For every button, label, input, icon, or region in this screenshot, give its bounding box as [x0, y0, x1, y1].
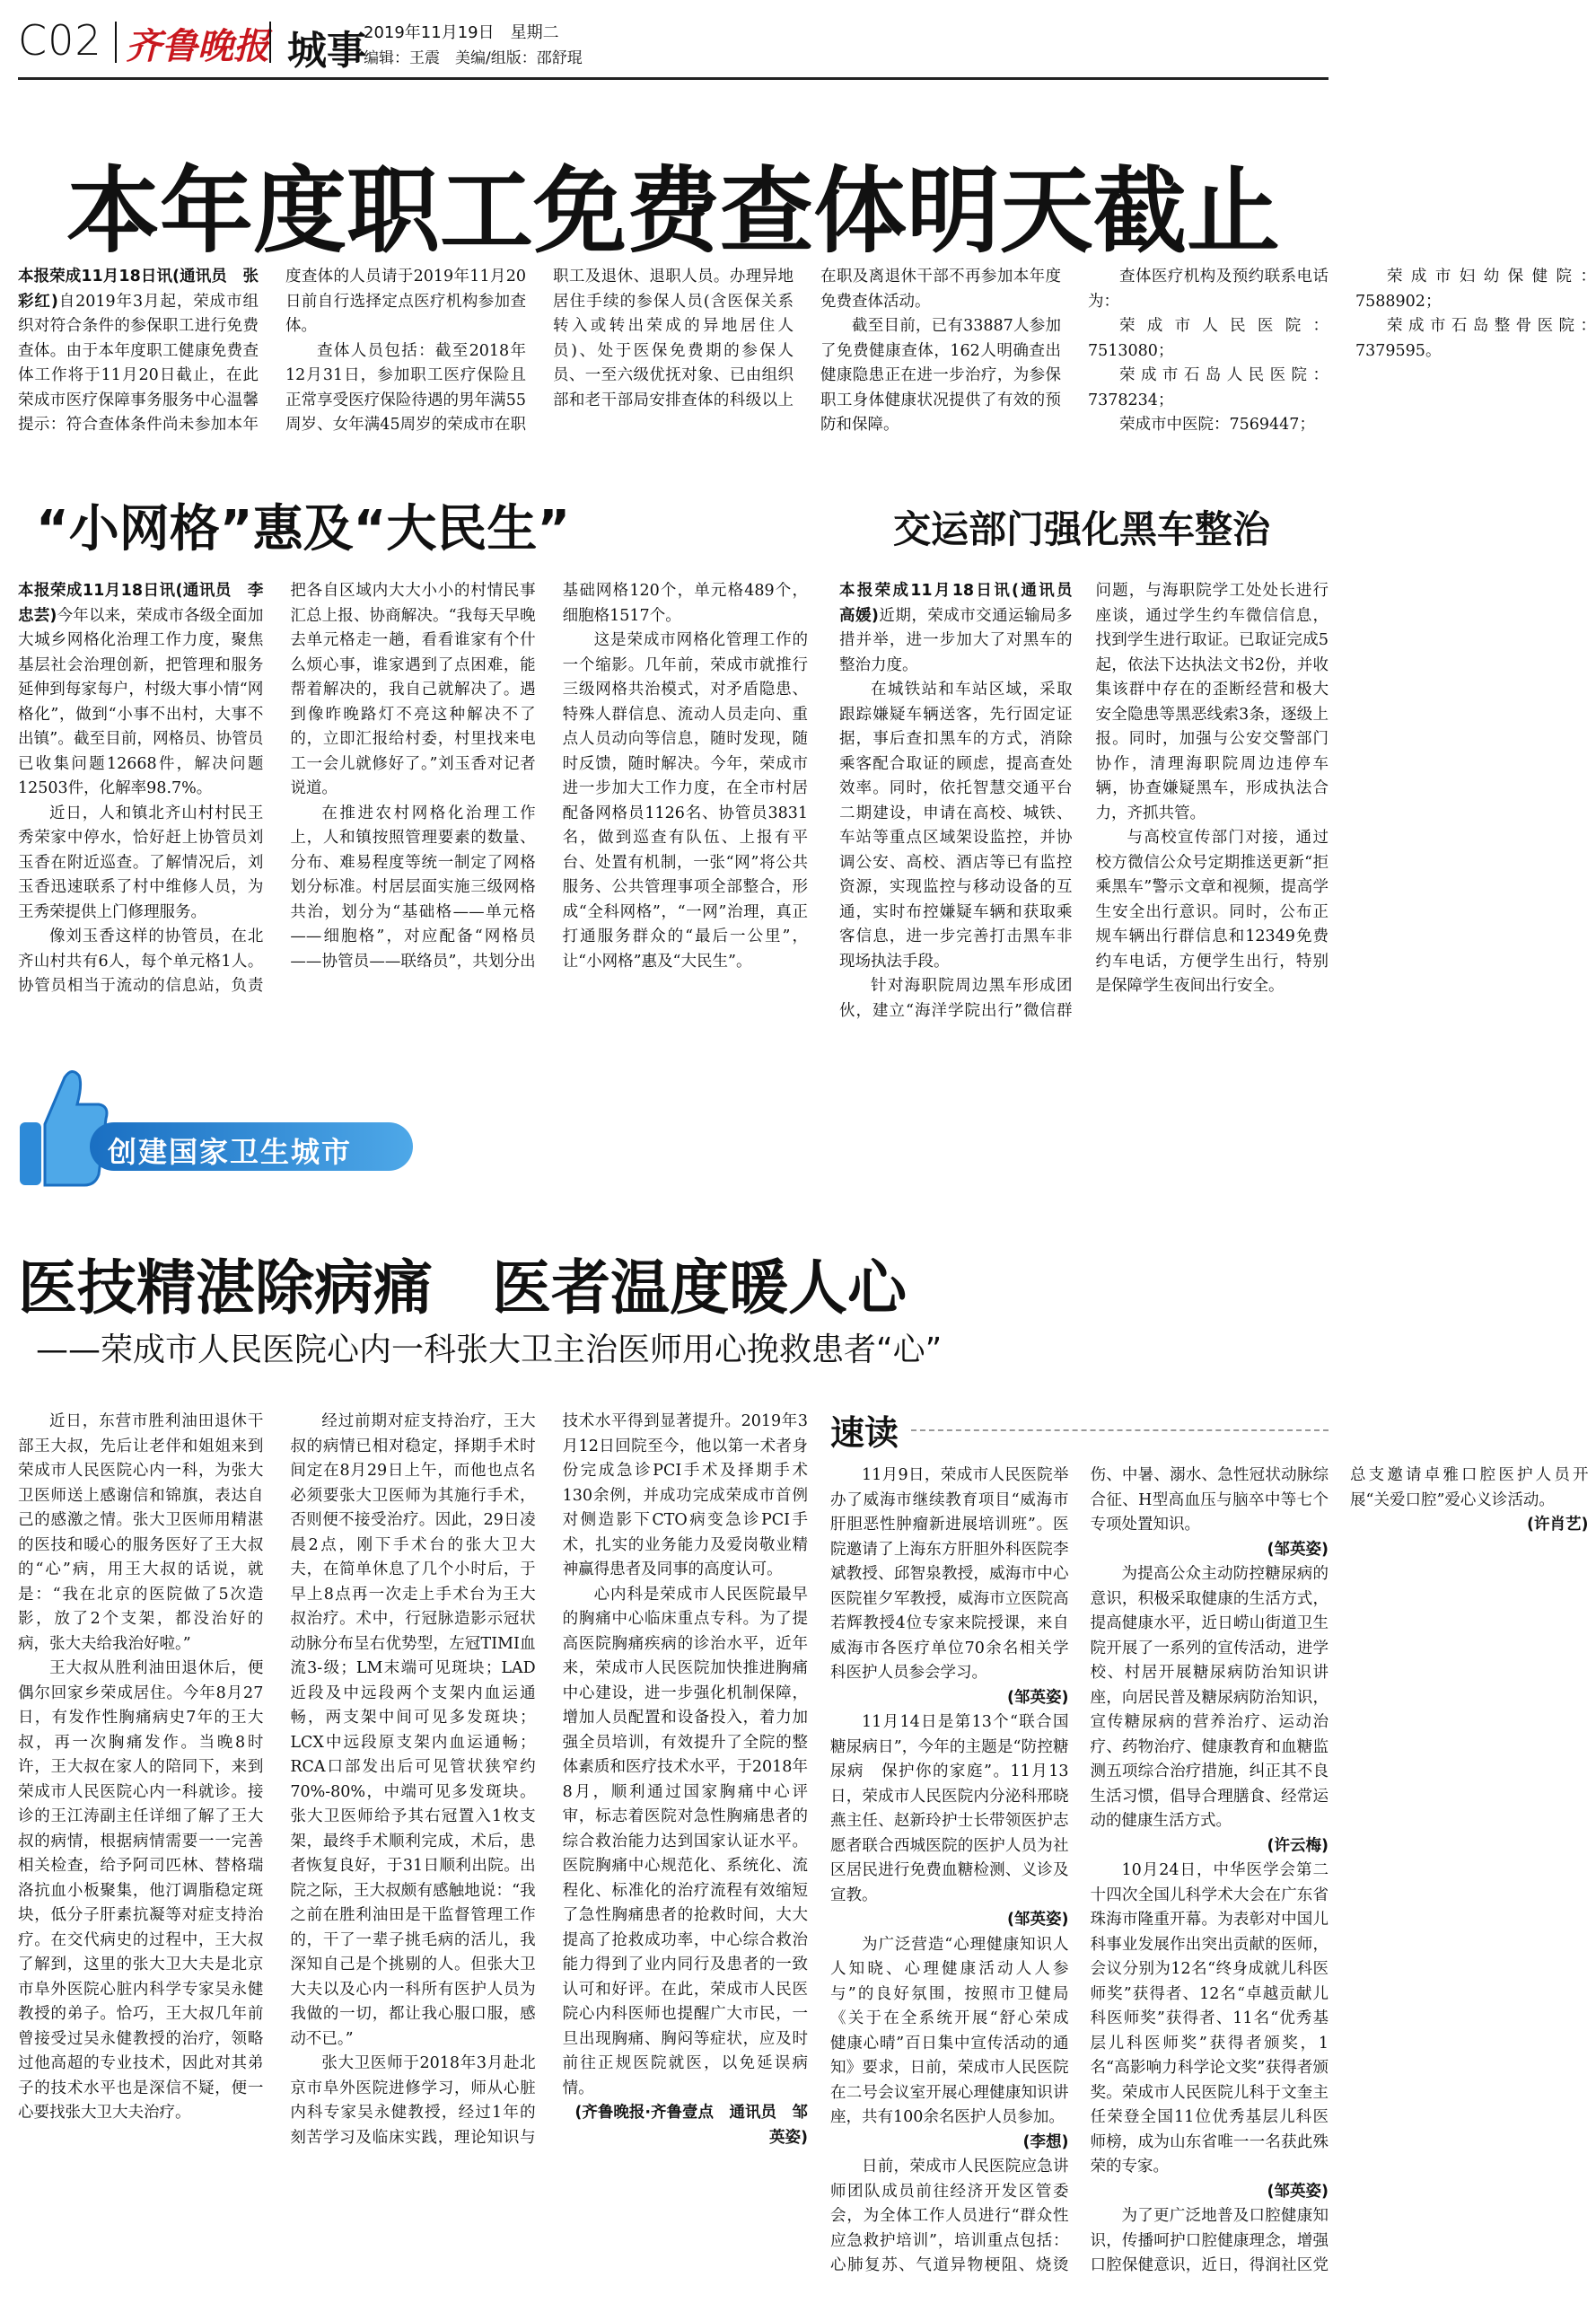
quick-read-rule — [911, 1429, 1329, 1431]
story4-paragraph: 经过前期对症支持治疗，王大叔的病情已相对稳定，择期手术时间定在8月29日上午，而他也点名必须要张大卫医师为其施行手术，否则便不接受治疗。因此，29日凌晨2点，刚下手术台的张大卫大夫，在简单休息了几个小时后，于早上8点再一次走上手术台为王大叔治疗。术中，行冠脉造影示冠状动脉分布呈右优势型，左冠TIMI血流3-级；LM末端可见斑块；LAD近段及中远段两个支架内血运通畅，两支架中间可见多发斑块；LCX中远段原支架内血运通畅；RCA口部发出后可见管状狭窄约70%-80%，中端可见多发斑块。张大卫医师给予其右冠置入1枚支架，最终手术顺利完成，术后，患者恢复良好，于31日顺利出院。出院之际，王大叔颇有感触地说：“我之前在胜利油田是干监督管理工作的，干了一辈子挑毛病的活儿，我深知自己是个挑剔的人。但张大卫大夫以及心内一科所有医护人员为我做的一切，都让我心服口服，感动不已。” — [290, 1412, 536, 2048]
section-name: 城事 — [287, 28, 366, 74]
story2-paragraph: 这是荣成市网格化管理工作的一个缩影。几年前，荣成市就推行三级网格共治模式，对矛盾隐患、特殊人群信息、流动人员走向、重点人员动向等信息，随时发现，随时反馈，随时解决。今年，荣成市进一步加大工作力度，在全市村居配备网格员1126名、协管员3831名，做到巡查有队伍、上报有平台、处置有机制，一张“网”将公共服务、公共管理事项全部整合，形成“全科网格”，“一网”治理，真正打通服务群众的“最后一公里”，让“小网格”惠及“大民生”。 — [562, 631, 808, 971]
story2-paragraph: 在推进农村网格化治理工作上，人和镇按照管理要素的数量、分布、难易程度等统一制定了网格划分标准。村居层面实施三级网格共治，划分为“基础格——单元格——细胞格”，对应配备“网格员——协管员——联络员”，共划分出基础网格120个，单元格489个，细胞格1517个。 — [290, 582, 808, 971]
quick-read-body — [830, 1464, 1589, 2294]
story4-source: (齐鲁晚报·齐鲁壹点 通讯员 邹英姿) — [574, 2104, 808, 2147]
story1-paragraph: 荣成市人民医院：7513080； — [1088, 317, 1329, 360]
quick-read-author: (许云梅) — [1267, 1836, 1329, 1855]
quick-read-title: 速读 — [830, 1413, 899, 1453]
story2-paragraph: 近日，人和镇北齐山村村民王秀荣家中停水，恰好赶上协管员刘玉香在附近巡查。了解情况后，刘玉香迅速联系了村中维修人员，为王秀荣提供上门修理服务。 — [18, 804, 264, 921]
header-divider — [269, 22, 271, 63]
issue-date: 2019年11月19日 星期二 — [364, 23, 559, 42]
quick-read-item: 10月24日，中华医学会第二十四次全国儿科学术大会在广东省珠海市隆重开幕。为表彰对中国儿科事业发展作出突出贡献的医师，会议分别为12名“终身成就儿科医师奖”获得者、12名“卓越贡献儿科医师奖”获得者、11名“优秀基层儿科医师奖”获得者颁奖，1名“高影响力科学论文奖”获得者颁奖。荣成市人民医院儿科于文奎主任荣登全国11位优秀基层儿科医师榜，成为山东省唯一一名获此殊荣的专家。 — [1090, 1861, 1329, 2176]
quick-read-item: 11月9日，荣成市人民医院举办了威海市继续教育项目“威海市肝胆恶性肿瘤新进展培训班”。医院邀请了上海东方肝胆外科医院李斌教授、邱智泉教授，威海市中心医院崔夕军教授，威海市立医院高若辉教授4位专家来院授课，来自威海市各医疗单位70余名相关学科医护人员参会学习。 — [830, 1466, 1069, 1682]
story1-byline: 本报荣成11月18日讯(通讯员 张彩红) — [18, 268, 259, 311]
story2-headline: “小网格”惠及“大民生” — [36, 500, 571, 558]
story4-paragraph: 张大卫医师于2018年3月赴北京市阜外医院进修学习，师从心脏内科专家吴永健教授，经过1年的刻苦学习及临床实践，理论知识与技术水平得到显著提升。2019年3月12日回院至今，他以第一术者身份完成急诊PCI手术及择期手术130余例，并成功完成荣成市首例对侧造影下CTO病变急诊PCI手术，扎实的业务能力及爱岗敬业精神赢得患者及同事的高度认可。 — [290, 1412, 808, 2147]
story1-paragraph: 荣成市石岛整骨医院：7379595。 — [1355, 317, 1596, 360]
story1-paragraph: 截至目前，已有33887人参加了免费健康查体，162人明确查出健康隐患正在进一步治疗，为参保职工身体健康状况提供了有效的预防和保障。 — [820, 317, 1061, 434]
quick-read-item: 为广泛营造“心理健康知识人人知晓、心理健康活动人人参与”的良好氛围，按照市卫健局《关于在全系统开展“舒心荣成 健康心晴”百日集中宣传活动的通知》要求，日前，荣成市人民医院在二号会议室开展心理健康知识讲座，共有100余名医护人员参加。 — [830, 1935, 1084, 2126]
quick-read-author: (邹英姿) — [1267, 1540, 1329, 1559]
editor-credit: 编辑：王震 美编/组版：邵舒琨 — [364, 49, 583, 67]
page-number: C02 — [18, 16, 102, 65]
story1-paragraph: 查体医疗机构及预约联系电话为： — [1088, 268, 1329, 311]
story1-paragraph: 荣成市石岛人民医院：7378234； — [1088, 366, 1329, 409]
story3-paragraph: 近期，荣成市交通运输局多措并举，进一步加大了对黑车的整治力度。 — [839, 606, 1073, 674]
story4-subheadline: ——荣成市人民医院心内一科张大卫主治医师用心挽救患者“心” — [36, 1332, 943, 1368]
story1-paragraph: 自2019年3月起，荣成市组织对符合条件的参保职工进行免费查体。由于本年度职工健康免费查体工作将于11月20日截止，在此荣成市医疗保障事务服务中心温馨提示：符合查体条件尚未参加本年度查体的人员请于2019年11月20日前自行选择定点医疗机构参加查体。 — [18, 268, 526, 434]
story1-body — [18, 265, 1596, 458]
quick-read-author: (李想) — [1022, 2132, 1069, 2151]
story4-paragraph: 王大叔从胜利油田退休后，便偶尔回家乡荣成居住。今年8月27日，有发作性胸痛病史7年的王大叔，再一次胸痛发作。当晚8时许，王大叔在家人的陪同下，来到荣成市人民医院心内一科就诊。接诊的王江涛副主任详细了解了王大叔的病情，根据病情需要一一完善相关检查，给予阿司匹林、替格瑞洛抗血小板聚集，他汀调脂稳定斑块，低分子肝素抗凝等对症支持治疗。在交代病史的过程中，王大叔了解到，这里的张大卫大夫是北京市阜外医院心脏内科学专家吴永健教授的弟子。恰巧，王大叔几年前曾接受过吴永健教授的治疗，领略过他高超的专业技术，因此对其弟子的技术水平也是深信不疑，便一心要找张大卫大夫治疗。 — [18, 1659, 264, 2122]
campaign-banner-text: 创建国家卫生城市 — [108, 1135, 353, 1169]
quick-read-author: (许肖艺) — [1527, 1516, 1589, 1534]
story3-paragraph: 在城铁站和车站区域，采取跟踪嫌疑车辆送客，先行固定证据，事后查扣黑车的方式，消除乘客配合取证的顾虑，提高查处效率。同时，依托智慧交通平台二期建设，申请在高校、城铁、车站等重点区域架设监控，并协调公安、高校、酒店等已有监控资源，实现监控与移动设备的互通，实时布控嫌疑车辆和获取乘客信息，进一步完善打击黑车非现场执法手段。 — [839, 681, 1073, 971]
thumbs-up-icon — [13, 1059, 111, 1194]
header-rule — [18, 77, 1329, 80]
quick-read-item: 为提高公众主动防控糖尿病的意识，积极采取健康的生活方式，提高健康水平，近日崂山街道卫生院开展了一系列的宣传活动，进学校、村居开展糖尿病防治知识讲座，向居民普及糖尿病防治知识，宣传糖尿病的营养治疗、运动治疗、药物治疗、健康教育和血糖监测五项综合治疗措施，纠正其不良生活习惯，倡导合理膳食、经常运动的健康生活方式。 — [1090, 1565, 1329, 1830]
story4-body — [18, 1410, 808, 2294]
story1-headline: 本年度职工免费查体明天截止 — [66, 156, 1280, 266]
story2-body — [18, 579, 808, 1033]
quick-read-author: (邹英姿) — [1267, 2182, 1329, 2201]
header-divider — [115, 22, 117, 63]
story3-body — [839, 579, 1329, 1033]
quick-read-author: (邹英姿) — [1007, 1688, 1069, 1707]
story1-paragraph: 荣成市中医院：7569447； — [1119, 416, 1315, 434]
story2-paragraph: 今年以来，荣成市各级全面加大城乡网格化治理工作力度，聚焦基层社会治理创新，把管理和服务延伸到每家每户，村级大事小情“网格化”，做到“小事不出村，大事不出镇”。截至目前，网格员、协管员已收集问题12668件，解决问题12503件，化解率98.7%。 — [18, 606, 264, 797]
story2-paragraph: 像刘玉香这样的协管员，在北齐山村共有6人，每个单元格1人。协管员相当于流动的信息站，负责把各自区域内大大小小的村情民事汇总上报、协商解决。“我每天早晚去单元格走一趟，看看谁家有个什么烦心事，谁家遇到了点困难，能帮着解决的，我自己就解决了。遇到像昨晚路灯不亮这种解决不了的，立即汇报给村委，村里找来电工一会儿就修好了。”刘玉香对记者说道。 — [18, 582, 536, 995]
story2-byline: 本报荣成11月18日讯(通讯员 李忠芸) — [18, 582, 264, 625]
quick-read-item: 为了更广泛地普及口腔健康知识，传播呵护口腔健康理念，增强口腔保健意识，近日，得润社区党总支邀请卓雅口腔医护人员开展“关爱口腔”爱心义诊活动。 — [1090, 1466, 1589, 2274]
quick-read-author: (邹英姿) — [1007, 1911, 1069, 1929]
story3-paragraph: 针对海职院周边黑车形成团伙，建立“海洋学院出行”微信群问题，与海职院学工处处长进行座谈，通过学生约车微信信息，找到学生进行取证。已取证完成5起，依法下达执法文书2份，并收集该群中存在的歪断经营和极大安全隐患等黑恶线索3条，逐级上报。同时，加强与公安交警部门协作，清理海职院周边违停车辆，协查嫌疑黑车，形成执法合力，齐抓共管。 — [839, 582, 1329, 1020]
story3-paragraph: 与高校宣传部门对接，通过校方微信公众号定期推送更新“拒乘黑车”警示文章和视频，提高学生安全出行意识。同时，公布正规车辆出行群信息和12349免费约车电话，方便学生出行，特别是保障学生夜间出行安全。 — [1095, 829, 1329, 995]
story3-byline: 本报荣成11月18日讯(通讯员 高媛) — [839, 582, 1088, 625]
story3-headline: 交运部门强化黑车整治 — [892, 507, 1270, 551]
quick-read-item: 日前，荣成市人民医院应急讲师团队成员前往经济开发区管委会，为全体工作人员进行“群众性应急救护培训”，培训重点包括：心肺复苏、气道异物梗阻、烧烫伤、中暑、溺水、急性冠状动脉综合征、H型高血压与脑卒中等七个专项处置知识。 — [830, 1466, 1329, 2274]
story1-paragraph: 荣成市妇幼保健院：7588902； — [1355, 268, 1596, 311]
story1-paragraph: 查体人员包括：截至2018年12月31日，参加职工医疗保险且正常享受医疗保险待遇的男年满55周岁、女年满45周岁的荣成市在职职工及退休、退职人员。办理异地居住手续的参保人员(含医保关系转入或转出荣成的异地居住人员)、处于医保免费期的参保人员、一至六级优抚对象、已由组织部和老干部局安排查体的科级以上在职及离退休干部不再参加本年度免费查体活动。 — [285, 268, 1061, 434]
story4-paragraph: 心内科是荣成市人民医院最早的胸痛中心临床重点专科。为了提高医院胸痛疾病的诊治水平，近年来，荣成市人民医院加快推进胸痛中心建设，进一步强化机制保障，增加人员配置和设备投入，着力加强全员培训，有效提升了全院的整体素质和医疗技术水平，于2018年8月，顺利通过国家胸痛中心评审，标志着医院对急性胸痛患者的综合救治能力达到国家认证水平。医院胸痛中心规范化、系统化、流程化、标准化的治疗流程有效缩短了急性胸痛患者的抢救时间，大大提高了抢救成功率，中心综合救治能力得到了业内同行及患者的一致认可和好评。在此，荣成市人民医院心内科医师也提醒广大市民，一旦出现胸痛、胸闷等症状，应及时前往正规医院就医，以免延误病情。 — [562, 1585, 808, 2097]
story4-paragraph: 近日，东营市胜利油田退休干部王大叔，先后让老伴和姐姐来到荣成市人民医院心内一科，为张大卫医师送上感谢信和锦旗，表达自己的感激之情。张大卫医师用精湛的医技和暖心的服务医好了王大叔的“心”病，用王大叔的话说，就是：“我在北京的医院做了5次造影，放了2个支架，都没治好的病，张大夫给我治好啦。” — [18, 1412, 264, 1653]
newspaper-logo: 齐鲁晚报 — [126, 25, 269, 67]
quick-read-item: 11月14日是第13个“联合国糖尿病日”，今年的主题是“防控糖尿病 保护你的家庭”。11月13日，荣成市人民医院内分泌科邢晓燕主任、赵新玲护士长带领医护志愿者联合西城医院的医护人员为社区居民进行免费血糖检测、义诊及宣教。 — [830, 1713, 1069, 1904]
story4-headline: 医技精湛除病痛 医者温度暖人心 — [18, 1253, 907, 1323]
